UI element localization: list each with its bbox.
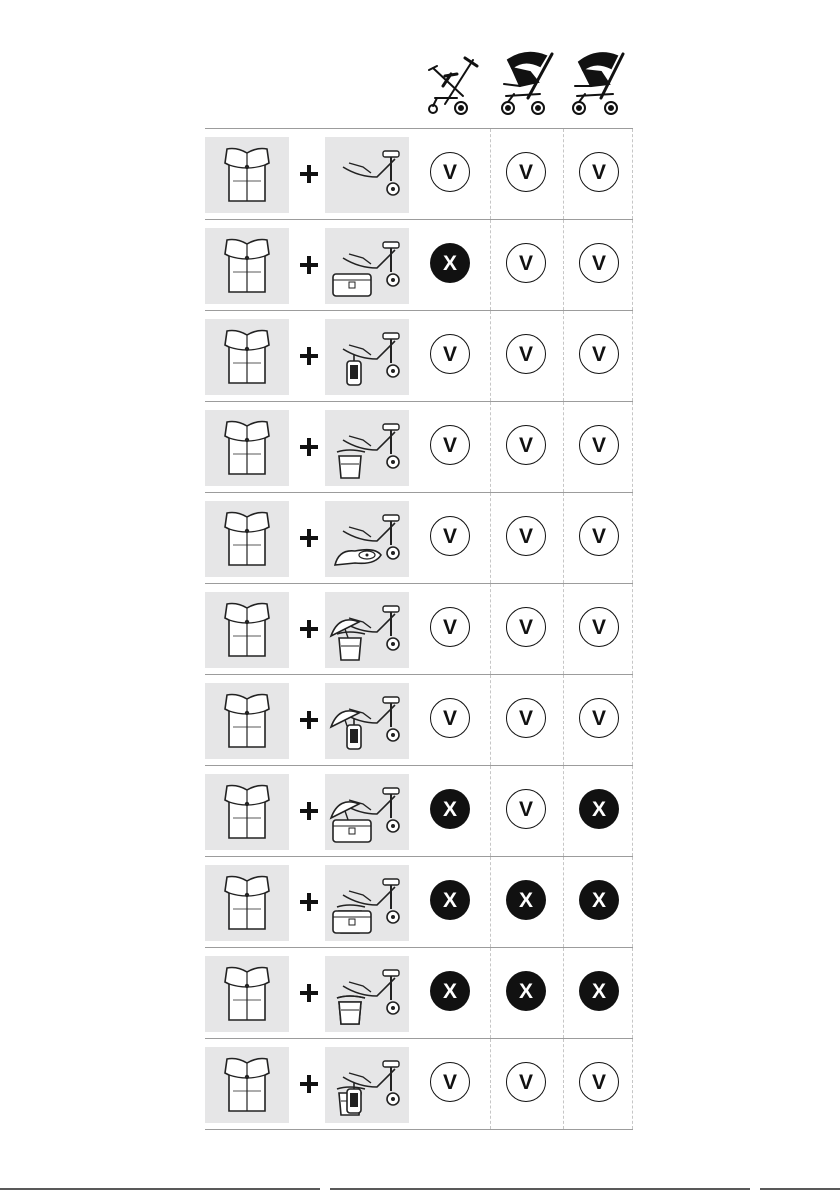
table-row: [205, 674, 633, 765]
column-divider: [632, 584, 633, 674]
accessory-combo-icon: [325, 956, 409, 1032]
compat-cell-stroller-canopy-b: [563, 675, 634, 765]
incompatible-badge: X: [430, 971, 470, 1011]
incompatible-badge: X: [506, 880, 546, 920]
column-divider: [632, 311, 633, 401]
accessory-combo-icon: [325, 137, 409, 213]
compat-cell-stroller-canopy-b: [563, 857, 634, 947]
plus-icon: [300, 165, 318, 183]
compatible-badge: V: [430, 607, 470, 647]
organizer-icon: [205, 319, 289, 395]
column-divider: [632, 129, 633, 219]
compatible-badge: V: [506, 1062, 546, 1102]
compat-cell-stroller-canopy-b: [563, 1039, 634, 1129]
column-divider: [632, 948, 633, 1038]
header: [0, 0, 840, 128]
table-row: [205, 310, 633, 401]
compatible-badge: V: [506, 425, 546, 465]
compat-cell-stroller-lightweight: [415, 766, 485, 856]
table-row: [205, 1038, 633, 1130]
compatible-badge: V: [430, 334, 470, 374]
accessory-combo-icon: [325, 592, 409, 668]
table-row: [205, 765, 633, 856]
table-row: [205, 401, 633, 492]
compat-cell-stroller-canopy-a: [490, 220, 561, 310]
accessory-combo-icon: [325, 501, 409, 577]
compatible-badge: V: [579, 516, 619, 556]
organizer-icon: [205, 410, 289, 486]
incompatible-badge: X: [579, 880, 619, 920]
plus-icon: [300, 802, 318, 820]
accessory-combo-icon: [325, 683, 409, 759]
compat-cell-stroller-lightweight: [415, 129, 485, 219]
organizer-icon: [205, 956, 289, 1032]
accessory-combo-icon: [325, 1047, 409, 1123]
compatible-badge: V: [579, 243, 619, 283]
plus-icon: [300, 984, 318, 1002]
table-row: [205, 219, 633, 310]
compatible-badge: V: [430, 698, 470, 738]
plus-icon: [300, 893, 318, 911]
compat-cell-stroller-canopy-a: [490, 1039, 561, 1129]
compat-cell-stroller-lightweight: [415, 311, 485, 401]
compatible-badge: V: [430, 1062, 470, 1102]
plus-icon: [300, 529, 318, 547]
compat-cell-stroller-lightweight: [415, 584, 485, 674]
accessory-combo-icon: [325, 410, 409, 486]
incompatible-badge: X: [430, 789, 470, 829]
compat-cell-stroller-canopy-a: [490, 857, 561, 947]
table-row: [205, 492, 633, 583]
compatible-badge: V: [506, 243, 546, 283]
compatible-badge: V: [579, 334, 619, 374]
compatible-badge: V: [579, 152, 619, 192]
organizer-icon: [205, 228, 289, 304]
organizer-icon: [205, 774, 289, 850]
organizer-icon: [205, 501, 289, 577]
compat-cell-stroller-canopy-b: [563, 402, 634, 492]
compat-cell-stroller-canopy-a: [490, 402, 561, 492]
compat-cell-stroller-canopy-a: [490, 129, 561, 219]
column-divider: [632, 402, 633, 492]
plus-icon: [300, 711, 318, 729]
compatible-badge: V: [579, 425, 619, 465]
compatible-badge: V: [579, 698, 619, 738]
organizer-icon: [205, 592, 289, 668]
plus-icon: [300, 1075, 318, 1093]
canopy-stroller-icon: [563, 46, 633, 118]
compat-cell-stroller-canopy-b: [563, 493, 634, 583]
column-divider: [632, 220, 633, 310]
compatible-badge: V: [430, 425, 470, 465]
compatible-badge: V: [506, 607, 546, 647]
compatible-badge: V: [506, 698, 546, 738]
compat-cell-stroller-canopy-b: [563, 311, 634, 401]
lightweight-stroller-icon: [415, 46, 485, 118]
incompatible-badge: X: [430, 880, 470, 920]
compat-cell-stroller-canopy-b: [563, 584, 634, 674]
compatible-badge: V: [430, 152, 470, 192]
table-row: [205, 856, 633, 947]
compat-cell-stroller-canopy-a: [490, 766, 561, 856]
canopy-stroller-icon: [490, 46, 560, 118]
compatibility-table: [205, 128, 633, 1130]
accessory-combo-icon: [325, 865, 409, 941]
incompatible-badge: X: [506, 971, 546, 1011]
table-row: [205, 128, 633, 219]
table-row: [205, 947, 633, 1038]
compat-cell-stroller-lightweight: [415, 1039, 485, 1129]
column-divider: [632, 857, 633, 947]
incompatible-badge: X: [579, 789, 619, 829]
compatible-badge: V: [579, 607, 619, 647]
organizer-icon: [205, 683, 289, 759]
column-divider: [632, 1039, 633, 1129]
compat-cell-stroller-canopy-a: [490, 948, 561, 1038]
compat-cell-stroller-lightweight: [415, 675, 485, 765]
compatible-badge: V: [506, 516, 546, 556]
compat-cell-stroller-lightweight: [415, 402, 485, 492]
compat-cell-stroller-canopy-b: [563, 220, 634, 310]
compat-cell-stroller-canopy-b: [563, 129, 634, 219]
plus-icon: [300, 620, 318, 638]
organizer-icon: [205, 137, 289, 213]
compat-cell-stroller-canopy-a: [490, 584, 561, 674]
plus-icon: [300, 347, 318, 365]
accessory-combo-icon: [325, 228, 409, 304]
organizer-icon: [205, 1047, 289, 1123]
column-divider: [632, 493, 633, 583]
compat-cell-stroller-canopy-b: [563, 766, 634, 856]
footer-divider: [0, 1186, 840, 1192]
compatible-badge: V: [506, 152, 546, 192]
compatible-badge: V: [506, 334, 546, 374]
plus-icon: [300, 256, 318, 274]
table-row: [205, 583, 633, 674]
compatible-badge: V: [506, 789, 546, 829]
compatible-badge: V: [579, 1062, 619, 1102]
incompatible-badge: X: [430, 243, 470, 283]
plus-icon: [300, 438, 318, 456]
compat-cell-stroller-lightweight: [415, 220, 485, 310]
column-divider: [632, 766, 633, 856]
compat-cell-stroller-lightweight: [415, 948, 485, 1038]
organizer-icon: [205, 865, 289, 941]
compatible-badge: V: [430, 516, 470, 556]
compat-cell-stroller-canopy-a: [490, 493, 561, 583]
incompatible-badge: X: [579, 971, 619, 1011]
column-divider: [632, 675, 633, 765]
accessory-combo-icon: [325, 774, 409, 850]
accessory-combo-icon: [325, 319, 409, 395]
compat-cell-stroller-canopy-a: [490, 675, 561, 765]
compat-cell-stroller-canopy-b: [563, 948, 634, 1038]
compat-cell-stroller-lightweight: [415, 493, 485, 583]
compat-cell-stroller-canopy-a: [490, 311, 561, 401]
compat-cell-stroller-lightweight: [415, 857, 485, 947]
